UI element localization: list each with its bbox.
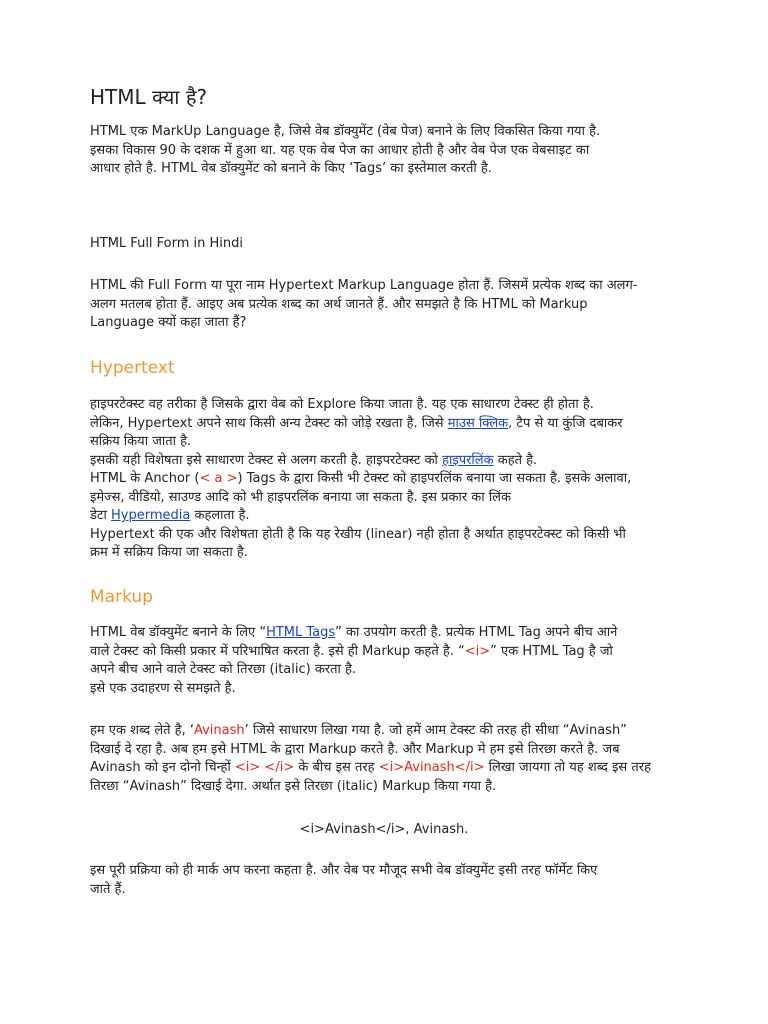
intro-paragraph [90,123,690,179]
intro-line: आधार होते है. HTML वेब डॉक्युमेंट को बनाने के किए ‘Tags’ का इस्तेमाल करती है. [90,161,492,176]
closing-line: इस पूरी प्रक्रिया को ही मार्क अप करना कहता है. और वेब पर मौजूद सभी वेब डॉक्युमेंट इसी तरह फॉर्मेट किए [90,863,598,878]
italic-tags-code: <i> </i> [234,760,295,775]
intro-line: HTML एक MarkUp Language है, जिसे वेब डॉक्युमेंट (वेब पेज) बनाने के लिए विकसित किया गया है. [90,124,601,139]
anchor-tag-code: < a > [199,471,238,486]
hypertext-line [90,470,690,489]
mouse-click-link[interactable]: माउस क्लिक [447,415,509,431]
text-span: HTML के Anchor ( [90,471,200,486]
hypertext-line: सक्रिय किया जाता है. [90,434,192,449]
text-span: डेटा [90,508,112,523]
hypertext-heading: Hypertext [90,358,175,378]
avinash-line [90,722,690,741]
text-span: कहते है. [493,452,538,468]
fullform-heading: HTML Full Form in Hindi [90,236,244,251]
text-span: वाले टेक्स्ट को किसी प्रकार में परिभाषित करता है. इसे ही Markup कहते है. “ [90,643,465,659]
avinash-line: दिखाई दे रहा है. अब हम इसे HTML के द्वारा Markup करते है. और Markup मे हम इसे तिरछा करते है. जब [90,741,620,757]
text-span: ” एक HTML Tag है जो [490,643,613,659]
hypertext-line [90,415,690,434]
text-span: HTML वेब डॉक्युमेंट बनाने के लिए “ [90,625,267,640]
text-span: हम एक शब्द लेते है, ‘ [90,723,194,738]
fullform-line: अलग मतलब होता हैं. आइए अब प्रत्येक शब्द का अर्थ जानते हैं. और समझते है कि HTML को Markup [90,296,588,312]
markup-paragraph [90,624,690,698]
text-span: ” का उपयोग करती है. प्रत्येक HTML Tag अपने बीच आने [335,625,618,640]
hypertext-line [90,452,690,471]
text-span: लेकिन, Hypertext अपने साथ किसी अन्य टेक्स्ट को जोड़े रखता है. जिसे [90,415,448,431]
hypermedia-link[interactable]: Hypermedia [111,508,191,523]
page-title: HTML क्या है? [90,85,208,109]
example-line: <i>Avinash</i>, Avinash. [299,822,469,837]
markup-line [90,624,690,643]
avinash-code: Avinash [193,723,245,738]
text-span: के बीच इस तरह [294,760,379,775]
closing-paragraph [90,862,690,899]
text-span: ) Tags के द्वारा किसी भी टेक्स्ट को हाइपरलिंक बनाया जा सकता है. इसके अलावा, [237,471,632,486]
markup-line [90,643,690,662]
text-span: कहलाता है. [190,508,250,523]
hypertext-line: Hypertext की एक और विशेषता होती है कि यह रेखीय (linear) नही होता है अर्थात हाइपरटेक्स्ट को किसी भी [90,526,626,542]
markup-line: अपने बीच आने वाले टेक्स्ट को तिरछा (italic) करता है. [90,662,357,677]
text-span: , टैप से या कुंजि दबाकर [508,415,623,431]
intro-line: इसका विकास 90 के दशक में हुआ था. यह एक वेब पेज का आधार होती है और वेब पेज एक वेबसाइट का [90,142,590,158]
hypertext-line [90,507,690,526]
italic-tag-code: <i> [464,643,491,659]
hypertext-paragraph [90,396,690,563]
hypertext-line: हाइपरटेक्स्ट वह तरीका है जिसके द्वारा वेब को Explore किया जाता है. यह एक साधारण टेक्स्ट ही होता है. [90,397,594,412]
hypertext-line: इमेज्स, वीडियो, साउण्ड आदि को भी हाइपरलिंक बनाया जा सकता है. इस प्रकार का लिंक [90,489,511,505]
html-tags-link[interactable]: HTML Tags [266,625,336,640]
text-span: Avinash को इन दोनो चिन्हों [90,760,235,775]
avinash-paragraph [90,722,690,796]
text-span: लिखा जायगा तो यह शब्द इस तरह [484,760,651,775]
hypertext-line: क्रम में सक्रिय किया जा सकता है. [90,545,248,560]
fullform-line: HTML की Full Form या पूरा नाम Hypertext Markup Language होता हैं. जिसमें प्रत्येक शब्द का अलग- [90,278,638,293]
hyperlink-link[interactable]: हाइपरलिंक [442,452,494,468]
markup-line: इसे एक उदाहरण से समझते है. [90,680,236,696]
fullform-paragraph [90,277,690,333]
italic-avinash-code: <i>Avinash</i> [378,760,485,775]
text-span: इसकी यही विशेषता इसे साधारण टेक्स्ट से अलग करती है. हाइपरटेक्स्ट को [90,452,443,468]
avinash-line [90,759,690,778]
fullform-line: Language क्यों कहा जाता हैं? [90,315,247,330]
avinash-line: तिरछा “Avinash” दिखाई देगा. अर्थात इसे तिरछा (italic) Markup किया गया है. [90,778,497,794]
markup-heading: Markup [90,587,153,607]
closing-line: जाते हैं. [90,881,126,897]
text-span: ’ जिसे साधारण लिखा गया है. जो हमें आम टेक्स्ट की तरह ही सीधा “Avinash” [244,723,627,738]
